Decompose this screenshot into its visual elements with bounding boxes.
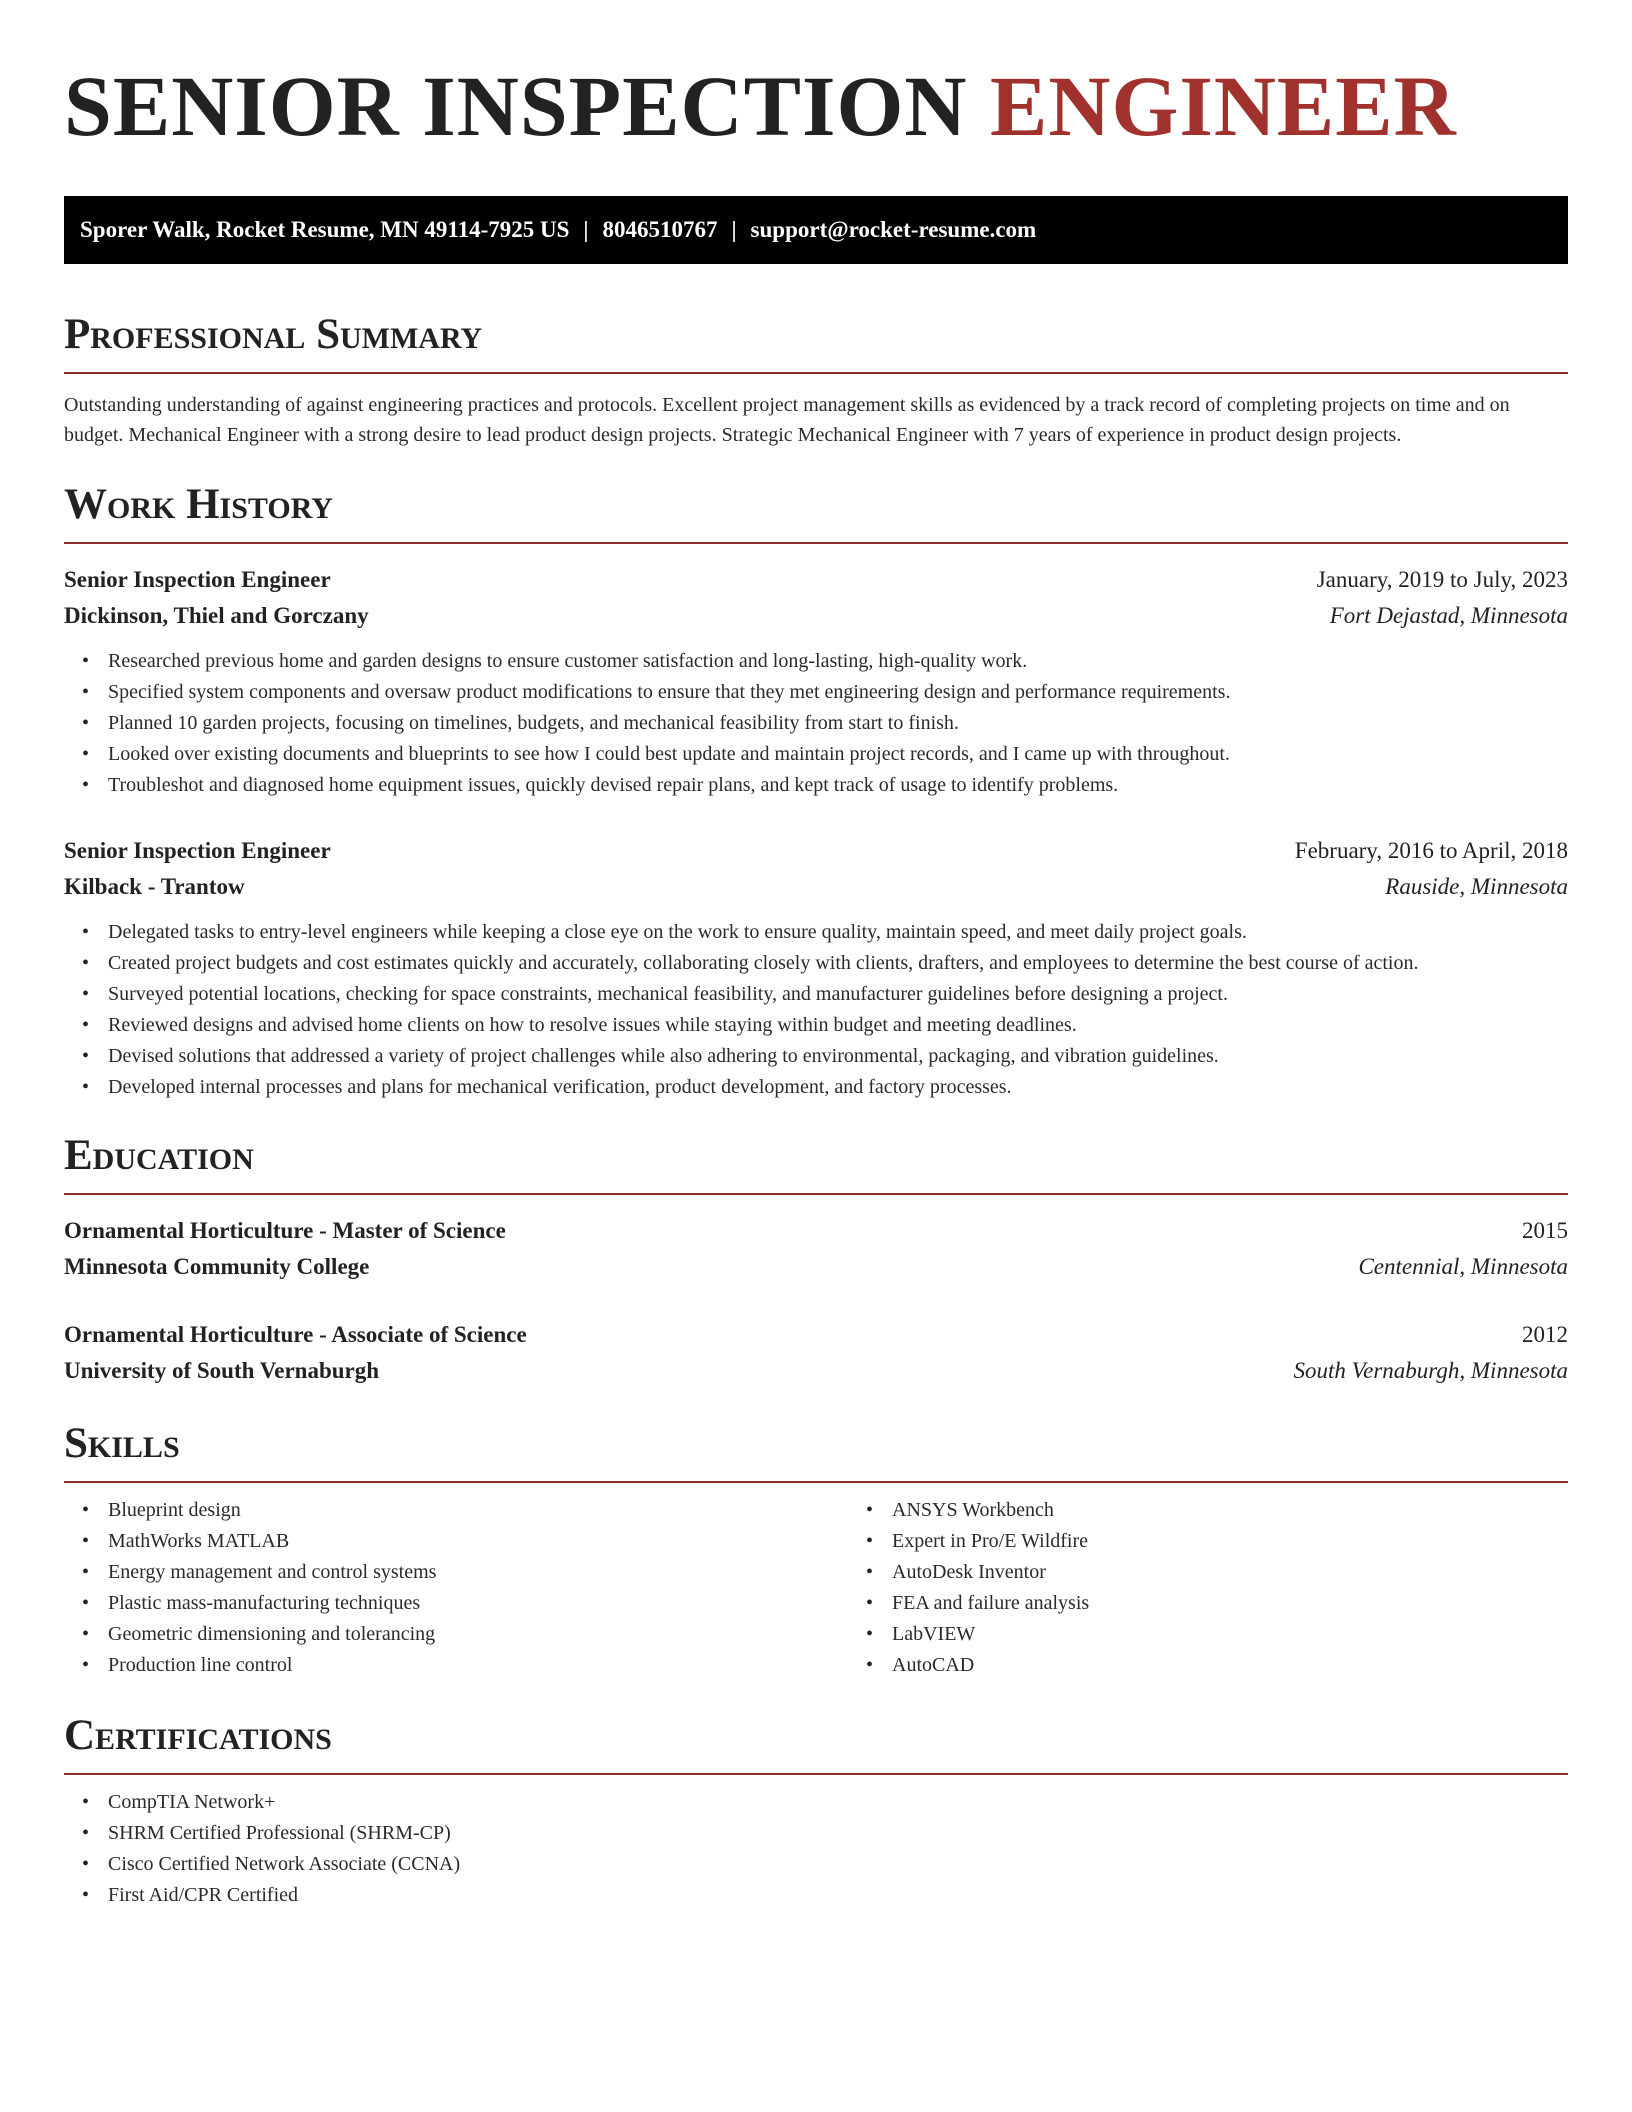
job-dates: January, 2019 to July, 2023 bbox=[1316, 567, 1568, 592]
resume-title bbox=[64, 0, 1568, 156]
job-entry bbox=[64, 562, 1568, 801]
skill-item: • AutoCAD bbox=[892, 1650, 1632, 1681]
job-company-row bbox=[64, 598, 1568, 634]
job-bullet-list bbox=[64, 917, 1568, 1103]
education-school-row bbox=[64, 1353, 1568, 1389]
section-divider bbox=[64, 372, 1568, 374]
job-bullet: • Devised solutions that addressed a variety of project challenges while also adhering to environmental, packaging, and vibration guidelines. bbox=[108, 1041, 1568, 1072]
education-location: Centennial, Minnesota bbox=[1358, 1254, 1568, 1279]
section-heading-certifications: Certifications bbox=[64, 1712, 332, 1759]
job-bullet: • Reviewed designs and advised home clients on how to resolve issues while staying within budget and meeting deadlines. bbox=[108, 1010, 1568, 1041]
section-divider bbox=[64, 542, 1568, 544]
section-heading-education: Education bbox=[64, 1132, 254, 1179]
section-divider bbox=[64, 1773, 1568, 1775]
summary-section bbox=[64, 308, 1568, 450]
education-degree: Ornamental Horticulture - Associate of Science bbox=[64, 1322, 527, 1347]
contact-separator: | bbox=[583, 217, 589, 242]
job-title-row bbox=[64, 562, 1568, 598]
contact-address: Sporer Walk, Rocket Resume, MN 49114-7925 US bbox=[80, 217, 570, 242]
education-entry bbox=[64, 1213, 1568, 1285]
skill-item: • AutoDesk Inventor bbox=[892, 1557, 1632, 1588]
certification-item: • CompTIA Network+ bbox=[108, 1787, 1568, 1818]
education-degree-row bbox=[64, 1213, 1568, 1249]
education-year: 2012 bbox=[1522, 1322, 1568, 1347]
skills-list-left bbox=[64, 1495, 848, 1681]
job-company: Dickinson, Thiel and Gorczany bbox=[64, 603, 369, 628]
job-bullet: • Specified system components and oversaw product modifications to ensure that they met engineering design and performance requirements. bbox=[108, 677, 1568, 708]
skills-section bbox=[64, 1417, 1568, 1681]
education-location: South Vernaburgh, Minnesota bbox=[1293, 1358, 1568, 1383]
education-entry bbox=[64, 1317, 1568, 1389]
job-title: Senior Inspection Engineer bbox=[64, 838, 331, 863]
skill-item: • MathWorks MATLAB bbox=[108, 1526, 848, 1557]
job-entry bbox=[64, 833, 1568, 1103]
skill-item: • Production line control bbox=[108, 1650, 848, 1681]
skills-list-right bbox=[848, 1495, 1632, 1681]
summary-text: Outstanding understanding of against engineering practices and protocols. Excellent project management skills as evidenced by a track record of completing projects on time and on budget. Mechanical Engineer with a strong desire to lead product design projects. Strategic Mechanical Engineer with 7 years of experience in product design projects. bbox=[64, 394, 1510, 446]
section-heading-skills: Skills bbox=[64, 1420, 180, 1467]
job-bullet: • Surveyed potential locations, checking for space constraints, mechanical feasibility, and manufacturer guidelines before designing a project. bbox=[108, 979, 1568, 1010]
education-section bbox=[64, 1129, 1568, 1389]
title-main: SENIOR INSPECTION bbox=[64, 58, 968, 154]
section-divider bbox=[64, 1193, 1568, 1195]
certification-item: • First Aid/CPR Certified bbox=[108, 1880, 1568, 1911]
skill-item: • ANSYS Workbench bbox=[892, 1495, 1632, 1526]
job-bullet-list bbox=[64, 646, 1568, 801]
job-bullet: • Created project budgets and cost estimates quickly and accurately, collaborating closely with clients, drafters, and employees to determine the best course of action. bbox=[108, 948, 1568, 979]
job-location: Fort Dejastad, Minnesota bbox=[1329, 603, 1568, 628]
skill-item: • LabVIEW bbox=[892, 1619, 1632, 1650]
skill-item: • Expert in Pro/E Wildfire bbox=[892, 1526, 1632, 1557]
section-heading-summary: Professional Summary bbox=[64, 311, 483, 358]
skill-item: • Plastic mass-manufacturing techniques bbox=[108, 1588, 848, 1619]
skills-grid bbox=[64, 1483, 1568, 1681]
work-history-section bbox=[64, 478, 1568, 1103]
education-degree-row bbox=[64, 1317, 1568, 1353]
education-school: Minnesota Community College bbox=[64, 1254, 370, 1279]
job-bullet: • Researched previous home and garden designs to ensure customer satisfaction and long-lasting, high-quality work. bbox=[108, 646, 1568, 677]
job-bullet: • Delegated tasks to entry-level engineers while keeping a close eye on the work to ensure quality, maintain speed, and meet daily project goals. bbox=[108, 917, 1568, 948]
education-degree: Ornamental Horticulture - Master of Science bbox=[64, 1218, 506, 1243]
certifications-list bbox=[64, 1787, 1568, 1911]
skill-item: • Energy management and control systems bbox=[108, 1557, 848, 1588]
skill-item: • Blueprint design bbox=[108, 1495, 848, 1526]
contact-email[interactable]: support@rocket-resume.com bbox=[750, 217, 1037, 242]
certifications-section bbox=[64, 1709, 1568, 1911]
job-bullet: • Troubleshot and diagnosed home equipment issues, quickly devised repair plans, and kept track of usage to identify problems. bbox=[108, 770, 1568, 801]
job-location: Rauside, Minnesota bbox=[1385, 874, 1568, 899]
job-dates: February, 2016 to April, 2018 bbox=[1294, 838, 1568, 863]
certification-item: • SHRM Certified Professional (SHRM-CP) bbox=[108, 1818, 1568, 1849]
certification-item: • Cisco Certified Network Associate (CCNA) bbox=[108, 1849, 1568, 1880]
skill-item: • FEA and failure analysis bbox=[892, 1588, 1632, 1619]
skill-item: • Geometric dimensioning and tolerancing bbox=[108, 1619, 848, 1650]
job-bullet: • Looked over existing documents and blueprints to see how I could best update and maintain project records, and I came up with throughout. bbox=[108, 739, 1568, 770]
job-title: Senior Inspection Engineer bbox=[64, 567, 331, 592]
contact-separator: | bbox=[731, 217, 737, 242]
education-school: University of South Vernaburgh bbox=[64, 1358, 380, 1383]
education-year: 2015 bbox=[1522, 1218, 1568, 1243]
job-company: Kilback - Trantow bbox=[64, 874, 245, 899]
section-heading-work-history: Work History bbox=[64, 481, 333, 528]
job-bullet: • Developed internal processes and plans for mechanical verification, product development, and factory processes. bbox=[108, 1072, 1568, 1103]
title-accent: ENGINEER bbox=[990, 58, 1457, 154]
contact-bar bbox=[64, 196, 1568, 264]
contact-phone[interactable]: 8046510767 bbox=[602, 217, 718, 242]
job-bullet: • Planned 10 garden projects, focusing on timelines, budgets, and mechanical feasibility from start to finish. bbox=[108, 708, 1568, 739]
job-title-row bbox=[64, 833, 1568, 869]
job-company-row bbox=[64, 869, 1568, 905]
education-school-row bbox=[64, 1249, 1568, 1285]
